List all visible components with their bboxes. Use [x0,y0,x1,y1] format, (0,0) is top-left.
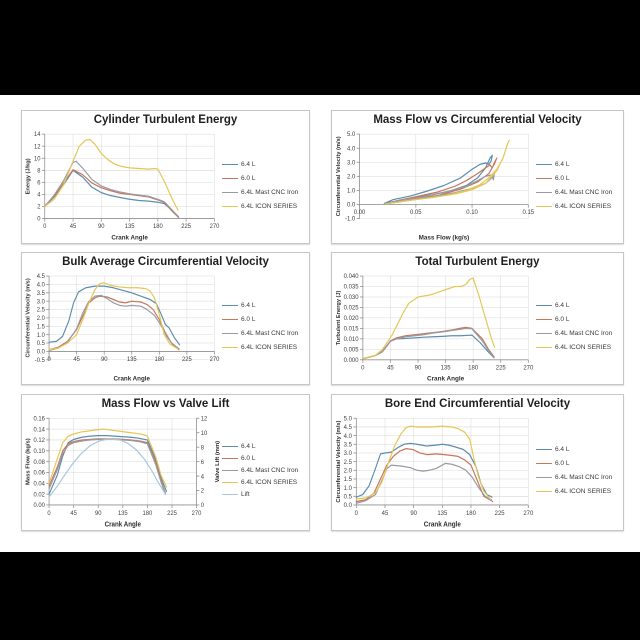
legend-line-swatch [222,333,238,334]
svg-text:0.0: 0.0 [36,349,45,356]
panel-massflow-vs-circumferential-velocity [331,110,624,244]
legend-item [222,467,306,474]
svg-text:1.0: 1.0 [36,332,45,339]
legend-line-swatch [222,470,238,471]
legend-line-swatch [536,192,552,193]
y-axis-label: Mass Flow (kg/s) [25,438,32,485]
svg-text:45: 45 [70,509,77,517]
svg-text:3.0: 3.0 [343,449,352,458]
legend-line-swatch [222,178,238,179]
legend-label: 6.4 L [241,443,256,450]
svg-text:4.5: 4.5 [343,423,352,432]
legend-line-swatch [222,494,238,495]
svg-text:90: 90 [94,509,102,517]
legend-item [222,161,306,168]
svg-text:0.04: 0.04 [33,480,45,488]
legend-label: 6.4L ICON SERIES [241,202,298,210]
svg-text:0.10: 0.10 [466,209,478,217]
svg-text:2.0: 2.0 [346,173,356,181]
svg-text:135: 135 [440,364,451,372]
svg-text:90: 90 [410,509,417,517]
legend-label: 6.4L Mast CNC Iron [241,188,299,196]
svg-text:10: 10 [200,429,208,438]
svg-text:0.10: 0.10 [33,447,45,456]
legend-item [536,330,620,337]
chart-title: Mass Flow vs Valve Lift [101,398,230,410]
svg-text:3.0: 3.0 [36,299,45,306]
legend [536,128,621,242]
svg-text:4: 4 [37,191,41,199]
svg-text:0.14: 0.14 [33,426,45,434]
chart-canvas-bulk-average-circumferential-velocity [24,270,222,383]
svg-text:12: 12 [33,143,41,151]
svg-text:45: 45 [69,223,77,231]
legend [222,412,307,529]
chart-body [334,128,621,242]
legend-label: 6.0 L [241,316,256,323]
svg-text:4.0: 4.0 [36,282,45,289]
legend-line-swatch [536,463,552,464]
svg-text:135: 135 [437,509,448,517]
legend-line-swatch [222,482,238,483]
series-line [363,278,495,359]
svg-text:0.005: 0.005 [343,346,359,354]
svg-text:270: 270 [523,509,534,517]
series-line [385,140,509,203]
svg-text:135: 135 [117,509,128,517]
svg-text:225: 225 [181,223,192,231]
svg-text:0.5: 0.5 [36,341,45,348]
legend-line-swatch [222,192,238,193]
chart-title: Cylinder Turbulent Energy [93,114,238,126]
svg-text:0.15: 0.15 [522,209,535,217]
series-line [49,429,166,487]
chart-title: Bore End Circumferential Velocity [384,398,571,410]
series-line [49,439,165,494]
series-line [356,449,492,502]
y-axis-label: Energy (J/kg) [25,158,32,195]
x-axis-label: Crank Angle [423,521,461,529]
svg-text:1.5: 1.5 [36,324,45,331]
svg-text:90: 90 [98,223,105,231]
legend-line-swatch [536,449,552,450]
legend-label: 6.4L Mast CNC Iron [241,467,299,474]
svg-text:0: 0 [47,509,51,517]
svg-text:0: 0 [47,356,51,364]
legend-line-swatch [536,305,552,306]
y-axis-label: Turbulent Energy (J) [335,290,342,346]
y2-axis-label: Valve Lift (mm) [215,440,222,483]
legend [536,270,621,383]
legend-line-swatch [536,347,552,348]
legend-label: 6.0 L [241,455,256,462]
svg-text:-1.0: -1.0 [344,215,356,223]
svg-text:45: 45 [381,509,389,517]
legend-label: Lift [241,491,250,498]
y-axis-label: Circumferential Velocity (m/s) [25,278,32,358]
x-axis-label: Crank Angle [427,375,465,383]
svg-text:0.0: 0.0 [346,201,356,209]
legend-label: 6.4L Mast CNC Iron [555,330,613,337]
svg-text:0.00: 0.00 [353,209,366,217]
svg-text:0.035: 0.035 [343,283,359,291]
legend-label: 6.0 L [555,316,570,323]
svg-text:180: 180 [154,356,165,364]
legend-item [536,316,620,323]
legend [222,128,307,242]
svg-text:270: 270 [209,356,220,364]
chart-canvas-cylinder-turbulent-energy [24,128,222,242]
svg-text:225: 225 [494,509,505,517]
legend-line-swatch [536,164,552,165]
svg-text:45: 45 [387,364,394,372]
svg-text:0.16: 0.16 [33,415,45,423]
svg-text:8: 8 [37,167,41,175]
svg-text:0: 0 [354,509,358,517]
series-line [49,436,166,495]
y-axis-label: Circumferential Velocity (m/s) [335,136,342,217]
svg-text:0.015: 0.015 [343,325,359,333]
legend-item [222,175,306,182]
legend-line-swatch [536,491,552,492]
panel-total-turbulent-energy [331,252,624,385]
legend-label: 6.4 L [241,302,256,309]
svg-text:0: 0 [37,215,41,223]
svg-text:0.08: 0.08 [33,458,45,466]
svg-text:270: 270 [191,509,202,517]
svg-text:4.0: 4.0 [346,145,356,153]
legend-label: 6.0 L [241,174,256,182]
legend-line-swatch [536,333,552,334]
svg-text:0.05: 0.05 [410,209,422,217]
svg-text:135: 135 [126,356,137,364]
legend-line-swatch [536,178,552,179]
svg-text:6: 6 [37,179,41,187]
chart-canvas-massflow-vs-circumferential-velocity [334,128,536,242]
svg-text:2: 2 [200,487,205,495]
svg-text:2: 2 [37,203,41,211]
chart-body [24,270,307,383]
legend-item [222,443,306,450]
svg-text:2.5: 2.5 [343,458,352,466]
legend-line-swatch [222,446,238,447]
legend-line-swatch [536,477,552,478]
svg-text:4: 4 [200,473,205,481]
legend-line-swatch [222,319,238,320]
x-axis-label: Crank Angle [104,521,141,529]
legend-label: 6.4 L [555,302,570,309]
legend-line-swatch [536,206,552,207]
chart-canvas-total-turbulent-energy [334,270,536,383]
legend-item [536,161,620,168]
legend-item [536,446,620,453]
chart-body [24,412,307,529]
y-axis-label: Circumferential Velocity (m/s) [335,420,342,503]
svg-text:0: 0 [361,364,365,372]
svg-text:3.5: 3.5 [36,290,45,297]
svg-text:4.5: 4.5 [36,274,45,281]
legend-label: 6.4L Mast CNC Iron [241,330,299,337]
svg-text:12: 12 [200,415,208,423]
svg-text:270: 270 [523,364,534,372]
svg-text:0.000: 0.000 [343,356,359,364]
legend-item [536,474,620,481]
svg-text:225: 225 [182,356,192,364]
legend-item [222,302,306,309]
svg-text:2.0: 2.0 [36,315,45,323]
svg-text:0.5: 0.5 [343,493,352,501]
svg-text:14: 14 [33,131,41,139]
x-axis-label: Mass Flow (kg/s) [418,234,470,242]
legend-item [222,491,306,498]
x-axis-label: Crank Angle [111,234,148,242]
panel-bulk-average-circumferential-velocity [21,252,310,385]
chart-canvas-bore-end-circumferential-velocity [334,412,536,529]
legend-label: 6.4L ICON SERIES [555,344,612,351]
svg-text:10: 10 [33,155,41,163]
svg-text:5.0: 5.0 [346,131,356,139]
svg-text:180: 180 [465,509,476,517]
legend-label: 6.4 L [241,160,256,168]
figure-sheet [0,95,640,552]
series-line [45,170,179,218]
legend-item [222,344,306,351]
legend-item [536,189,620,196]
svg-text:90: 90 [100,356,108,364]
svg-text:0.030: 0.030 [343,293,359,302]
svg-text:0: 0 [43,223,47,231]
legend-item [536,203,620,210]
svg-text:0.010: 0.010 [343,335,359,344]
legend-item [222,189,306,196]
legend-label: 6.4 L [555,446,570,453]
svg-text:2.5: 2.5 [36,307,45,314]
legend-item [536,460,620,467]
svg-text:0.040: 0.040 [343,273,359,281]
chart-body [334,412,621,529]
legend-label: 6.4L ICON SERIES [555,488,612,495]
legend [536,412,621,529]
legend-item [222,316,306,323]
panel-bore-end-circumferential-velocity [331,394,624,531]
svg-text:3.5: 3.5 [343,441,352,449]
chart-title: Mass Flow vs Circumferential Velocity [373,114,582,126]
legend-label: 6.4L ICON SERIES [241,344,298,351]
chart-title: Total Turbulent Energy [415,256,540,268]
legend-line-swatch [222,206,238,207]
svg-text:0: 0 [200,501,205,510]
svg-text:6: 6 [200,458,205,466]
svg-text:2.0: 2.0 [343,467,352,475]
panel-cylinder-turbulent-energy [21,110,310,244]
chart-canvas-massflow-vs-valve-lift [24,412,222,529]
svg-text:5.0: 5.0 [343,415,352,423]
svg-text:0.00: 0.00 [33,501,45,510]
svg-text:0.12: 0.12 [33,436,45,445]
legend-line-swatch [222,458,238,459]
legend-item [222,203,306,210]
legend-line-swatch [222,305,238,306]
svg-text:1.5: 1.5 [343,475,352,484]
svg-text:180: 180 [153,223,163,231]
svg-text:0.06: 0.06 [33,469,45,477]
legend-item [536,344,620,351]
svg-text:270: 270 [209,223,220,231]
legend-item [536,302,620,309]
legend-item [536,175,620,182]
svg-text:135: 135 [124,223,135,231]
legend-label: 6.4L Mast CNC Iron [555,474,613,481]
svg-text:0.02: 0.02 [33,491,45,499]
svg-text:4.0: 4.0 [343,432,352,440]
legend [222,270,307,383]
legend-label: 6.4 L [555,160,570,168]
svg-text:180: 180 [468,364,479,372]
svg-text:1.0: 1.0 [343,484,352,492]
legend-label: 6.4L ICON SERIES [241,479,298,486]
svg-text:1.0: 1.0 [346,187,356,195]
svg-text:8: 8 [200,444,205,452]
svg-text:0.0: 0.0 [343,501,352,510]
svg-text:225: 225 [167,509,177,517]
legend-label: 6.0 L [555,460,570,467]
legend-line-swatch [536,319,552,320]
chart-body [24,128,307,242]
svg-text:0.020: 0.020 [343,314,359,323]
svg-text:90: 90 [414,364,422,372]
x-axis-label: Crank Angle [113,375,150,383]
legend-item [222,330,306,337]
legend-item [222,479,306,486]
panel-massflow-vs-valve-lift [21,394,310,531]
legend-item [536,488,620,495]
svg-text:3.0: 3.0 [346,159,356,167]
legend-item [222,455,306,462]
svg-text:225: 225 [495,364,506,372]
legend-label: 6.0 L [555,174,570,182]
chart-title: Bulk Average Circumferential Velocity [62,256,269,268]
legend-line-swatch [222,347,238,348]
chart-body [334,270,621,383]
svg-text:-0.5: -0.5 [34,357,45,364]
svg-text:180: 180 [142,509,153,517]
legend-line-swatch [222,164,238,165]
svg-text:45: 45 [73,356,80,364]
svg-text:0.025: 0.025 [343,304,359,312]
legend-label: 6.4L ICON SERIES [555,202,612,210]
legend-label: 6.4L Mast CNC Iron [555,188,613,196]
